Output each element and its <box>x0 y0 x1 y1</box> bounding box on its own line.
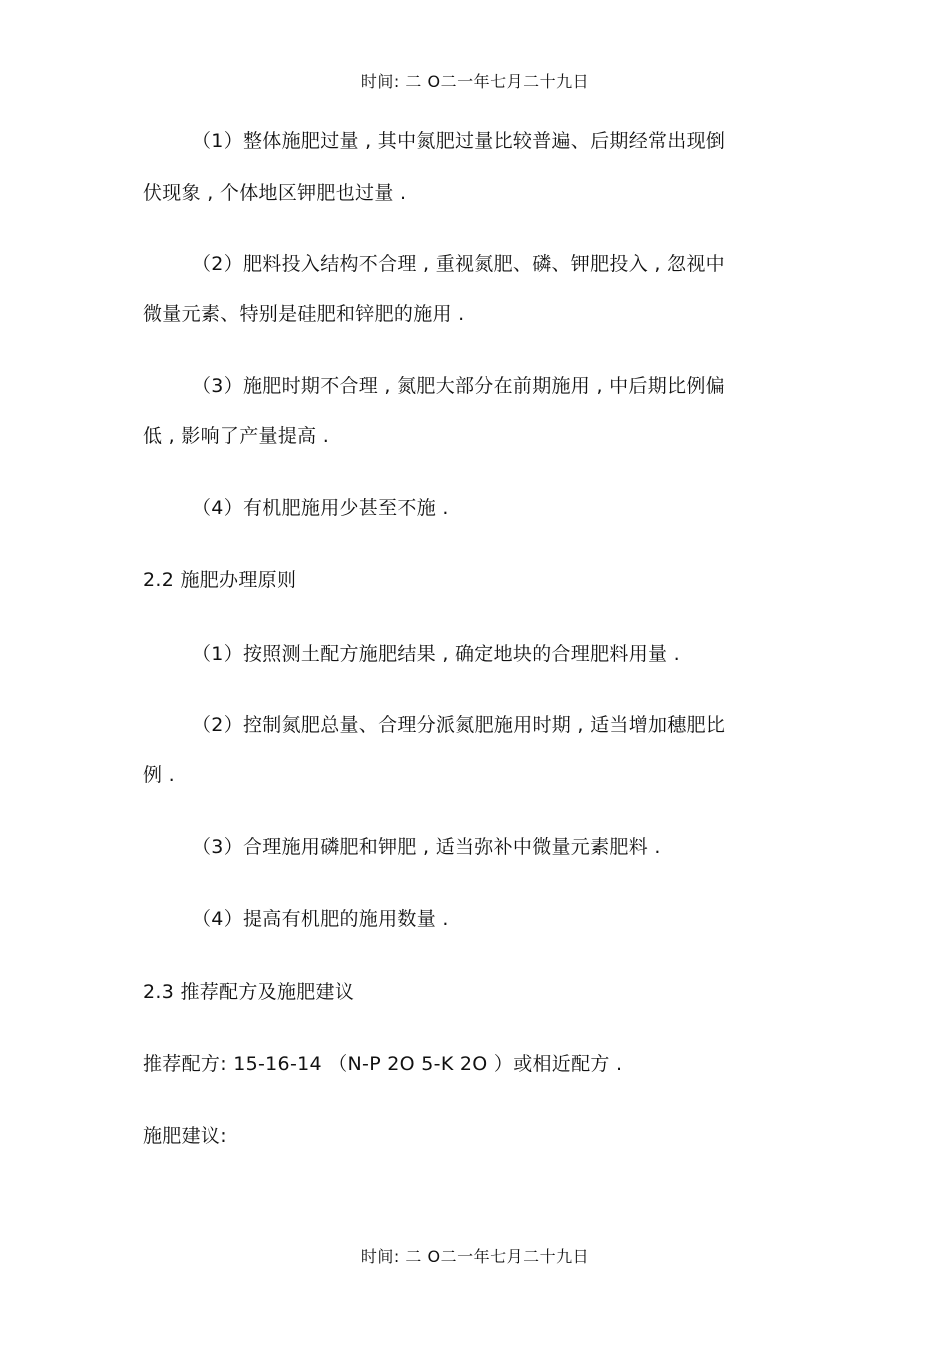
section-2-1-item-3-line-1: （3）施肥时期不合理 , 氮肥大部分在前期施用 , 中后期比例偏 <box>192 375 725 397</box>
section-2-1-item-4: （4）有机肥施用少甚至不施 . <box>192 497 449 519</box>
section-2-1-item-3-line-2: 低 , 影响了产量提高 . <box>143 425 330 447</box>
section-2-2-item-1: （1）按照测土配方施肥结果 , 确定地块的合理肥料用量 . <box>192 643 680 665</box>
section-2-2-heading: 2.2 施肥办理原则 <box>143 569 297 591</box>
page-header: 时间: 二 O二一年七月二十九日 <box>360 72 590 91</box>
page-footer: 时间: 二 O二一年七月二十九日 <box>360 1247 590 1266</box>
section-2-2-item-3: （3）合理施用磷肥和钾肥 , 适当弥补中微量元素肥料 . <box>192 836 661 858</box>
fertilization-advice-label: 施肥建议: <box>143 1125 227 1147</box>
recommended-formula: 推荐配方: 15-16-14 （N-P 2O 5-K 2O ）或相近配方 . <box>143 1053 623 1075</box>
section-2-1-item-1-line-2: 伏现象 , 个体地区钾肥也过量 . <box>143 182 407 204</box>
section-2-1-item-1-line-1: （1）整体施肥过量 , 其中氮肥过量比较普遍、后期经常出现倒 <box>192 130 726 152</box>
section-2-2-item-2-line-1: （2）控制氮肥总量、合理分派氮肥施用时期 , 适当增加穗肥比 <box>192 714 726 736</box>
section-2-1-item-2-line-2: 微量元素、特别是硅肥和锌肥的施用 . <box>143 303 465 325</box>
section-2-3-heading: 2.3 推荐配方及施肥建议 <box>143 981 355 1003</box>
section-2-2-item-2-line-2: 例 . <box>143 764 175 786</box>
section-2-2-item-4: （4）提高有机肥的施用数量 . <box>192 908 449 930</box>
section-2-1-item-2-line-1: （2）肥料投入结构不合理 , 重视氮肥、磷、钾肥投入 , 忽视中 <box>192 253 725 275</box>
